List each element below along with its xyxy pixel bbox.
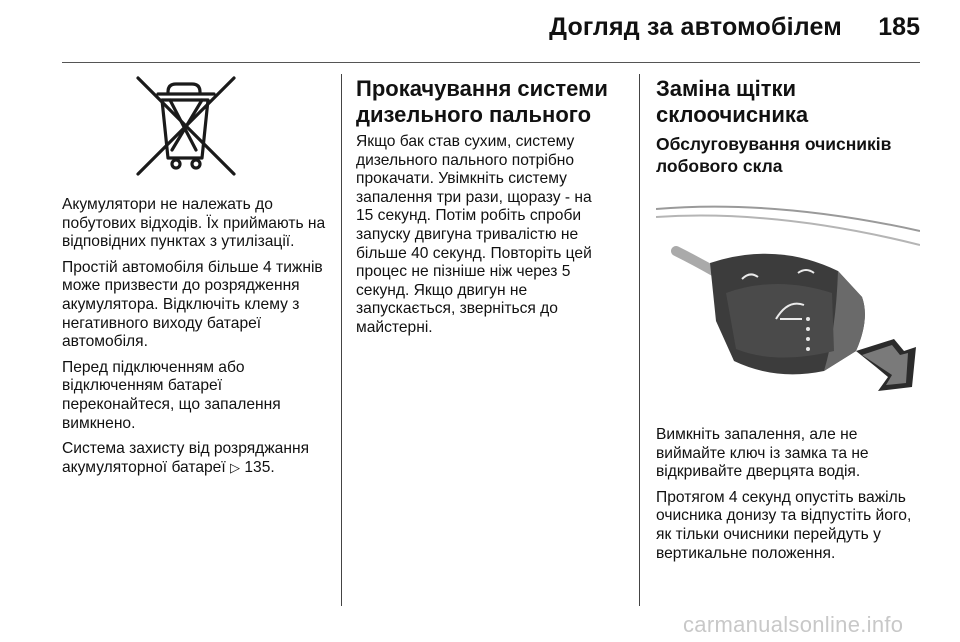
watermark: carmanualsonline.info <box>683 612 904 637</box>
wiper-service-subheading: Обслуговування очисників лобового скла <box>656 134 892 176</box>
crossed-out-bin-icon <box>130 74 242 178</box>
column-divider-right <box>639 74 640 606</box>
wiper-step2-paragraph: Протягом 4 секунд опустіть важіль очисника донизу та відпустіть його, як тільки очисники перейдуть у вертикальне положення. <box>656 488 912 562</box>
page-reference-icon: ▷ <box>230 459 241 475</box>
battery-connect-paragraph: Перед підключенням або відключенням батареї переконайтеся, що запалення вимкнено. <box>62 358 281 432</box>
column-divider-left <box>341 74 342 606</box>
wiper-lever-illustration <box>656 201 920 411</box>
battery-protection-paragraph <box>62 440 330 477</box>
page-number: 185 <box>878 13 920 41</box>
diesel-bleeding-paragraph: Якщо бак став сухим, систему дизельного пального потрібно прокачати. Увімкніть систему запалення три рази, щоразу - на 15 секунд. Потім робіть спроби запуску двигуна тривалістю не більше 40 секунд. Повторіть цей процес не пізніше ніж через 5 секунд. Якщо двигун не запускається, зверніться до майстерні. <box>356 133 592 336</box>
header-divider <box>62 62 920 63</box>
right-column <box>656 76 924 570</box>
page-reference-number: 135. <box>244 458 275 476</box>
wiper-step1-paragraph: Вимкніть запалення, але не виймайте ключ із замка та не відкривайте дверцята водія. <box>656 426 869 481</box>
battery-disposal-paragraph: Акумулятори не належать до побутових відходів. Їх приймають на відповідних пунктах з утилізації. <box>62 196 326 251</box>
battery-storage-paragraph: Простій автомобіля більше 4 тижнів може призвести до розрядження акумулятора. Відключіть клему з негативного виходу батареї автомобіля. <box>62 258 323 351</box>
left-column <box>62 196 330 484</box>
wiper-replacement-heading: Заміна щітки склоочисника <box>656 76 809 127</box>
page-header-title: Догляд за автомобілем <box>549 13 842 41</box>
diesel-bleeding-heading: Прокачування системи дизельного пального <box>356 76 608 127</box>
battery-protection-text: Система захисту від розряджання акумуляторної батареї <box>62 440 310 476</box>
middle-column <box>356 76 611 345</box>
